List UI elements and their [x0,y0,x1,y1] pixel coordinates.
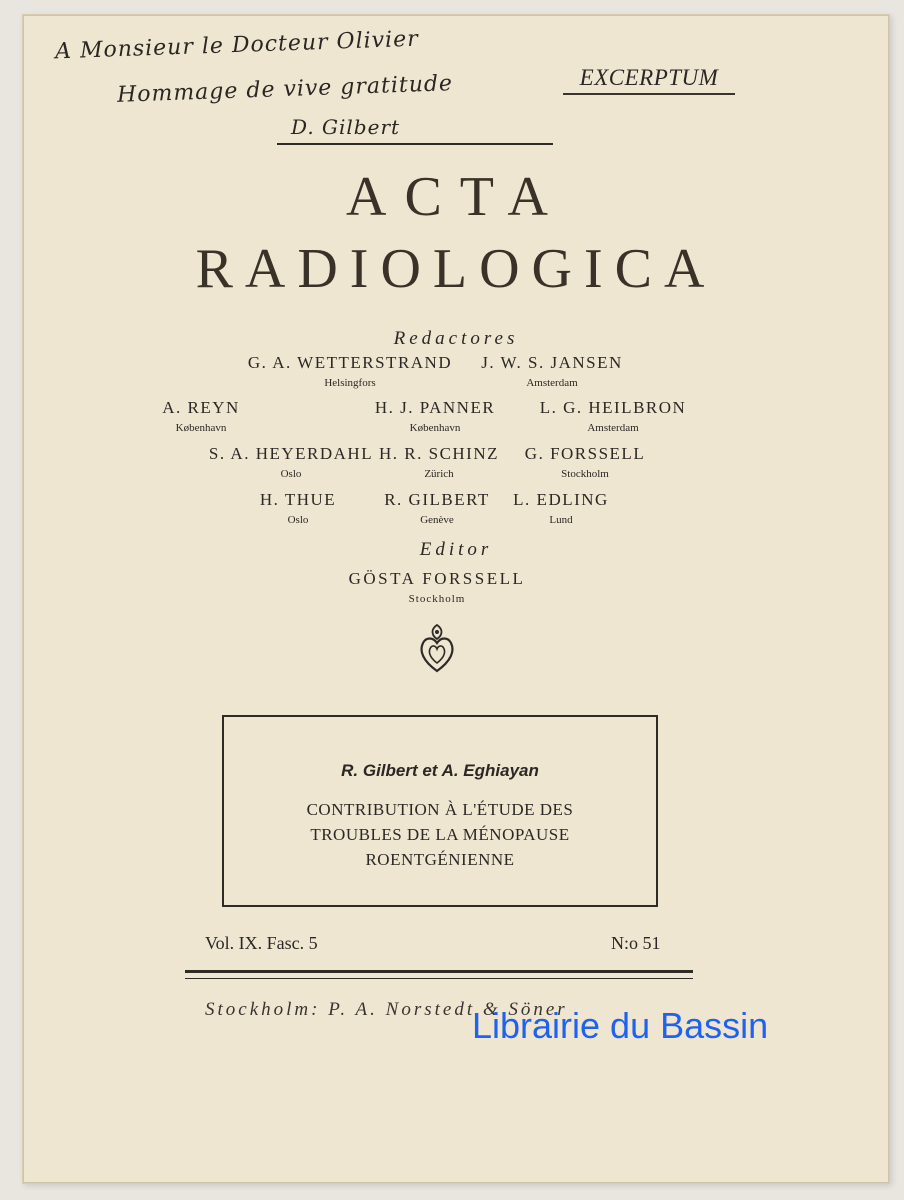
editor-name: GÖSTA FORSSELL [348,569,526,588]
redactor-city: København [175,422,227,434]
dedication-line-2: Hommage de vive gratitude [116,71,454,108]
fleuron-ornament-icon [417,621,457,673]
redactor-city: Amsterdam [587,422,639,434]
redactor-city: Amsterdam [526,377,578,389]
editor-heading: Editor [419,539,493,560]
redactor-city: Oslo [287,514,309,526]
volume-label: Vol. IX. Fasc. 5 [205,933,318,953]
article-title-line-3: ROENTGÉNIENNE [365,850,515,869]
editor-city: Stockholm [408,593,466,605]
redactor-name: H. THUE [259,490,337,509]
redactor-city: Stockholm [561,468,609,480]
divider-thick [185,970,693,973]
article-title-line-2: TROUBLES DE LA MÉNOPAUSE [310,825,570,844]
article-title-line-1: CONTRIBUTION À L'ÉTUDE DES [306,800,574,819]
redactor-city: Zürich [424,468,454,480]
bookseller-watermark: Librairie du Bassin [472,1005,769,1046]
redactor-name: G. FORSSELL [524,444,646,463]
journal-cover [22,14,890,1184]
redactor-name: H. J. PANNER [374,398,496,417]
redactor-name: S. A. HEYERDAHL [208,444,374,463]
redactor-city: København [409,422,461,434]
dedication-line-1: A Monsieur le Docteur Olivier [54,26,420,65]
article-title [224,797,656,872]
publisher-line: Stockholm: P. A. Norstedt & Söner [205,999,568,1020]
redactor-name: L. EDLING [513,490,609,509]
redactor-name: H. R. SCHINZ [378,444,500,463]
dedication-signature: D. Gilbert [291,115,401,139]
redactor-name: J. W. S. JANSEN [481,353,623,372]
article-authors: R. Gilbert et A. Eghiayan [341,761,539,780]
redactor-name: L. G. HEILBRON [539,398,687,417]
signature-underline [277,143,553,145]
issue-number: N:o 51 [611,933,661,953]
redactor-name: G. A. WETTERSTRAND [247,353,453,372]
journal-title-line-2: RADIOLOGICA [195,238,717,300]
redactores-heading: Redactores [393,328,519,349]
redactor-city: Helsingfors [324,377,376,389]
excerptum-label: EXCERPTUM [563,65,735,95]
redactor-city: Oslo [280,468,302,480]
divider-thin [185,978,693,979]
redactor-city: Genève [420,514,454,526]
journal-title-line-1: ACTA [346,166,566,228]
redactor-name: A. REYN [162,398,240,417]
article-box [222,715,658,907]
redactor-name: R. GILBERT [384,490,490,509]
redactor-city: Lund [549,514,573,526]
